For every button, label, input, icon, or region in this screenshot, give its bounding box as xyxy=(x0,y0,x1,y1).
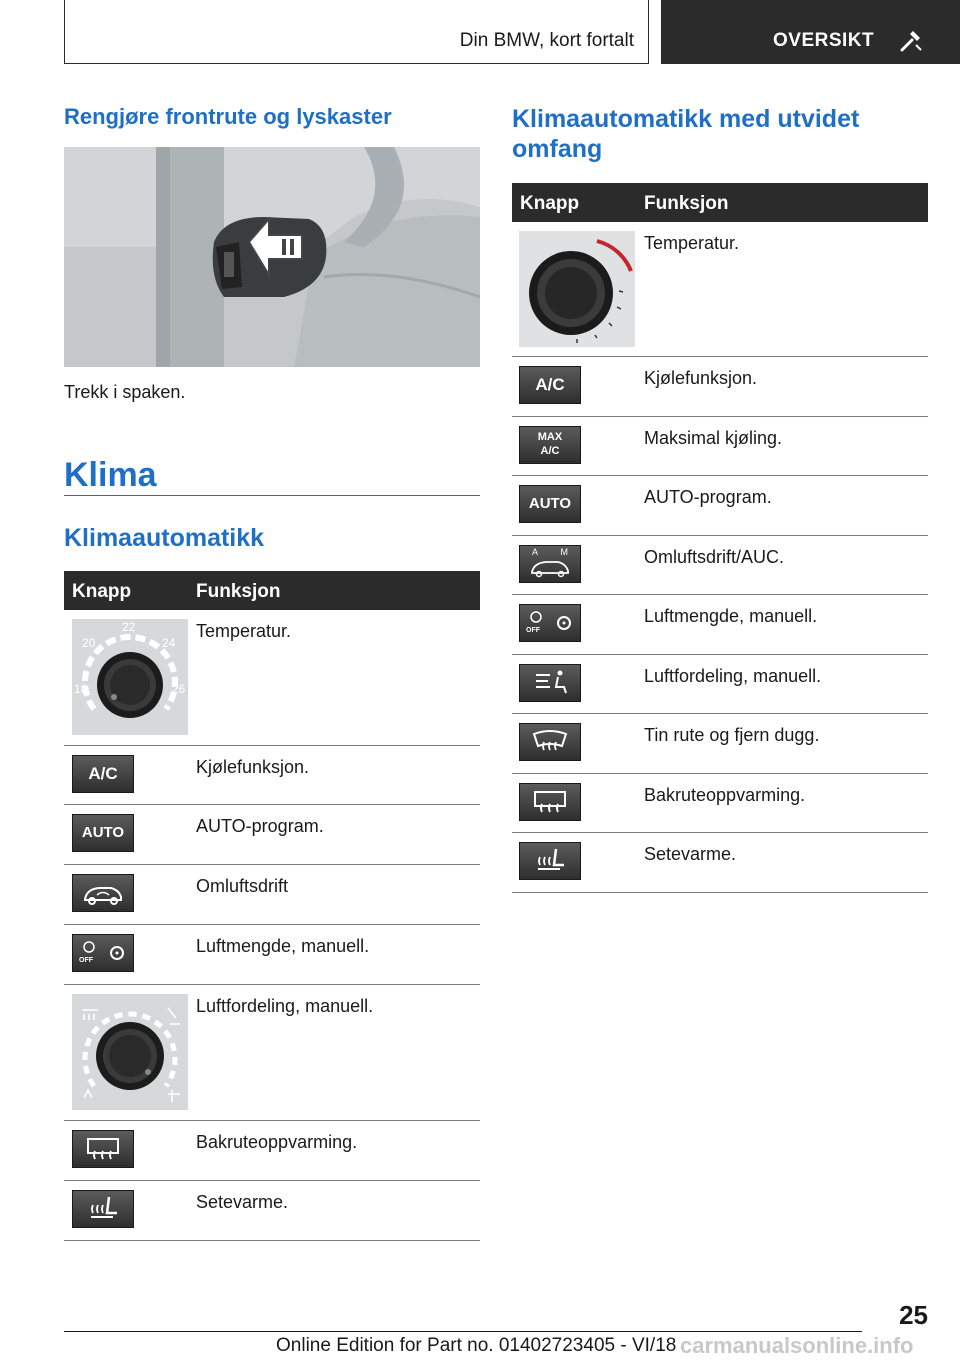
temperature-dial-icon xyxy=(519,231,635,347)
function-text: Omluftsdrift/AUC. xyxy=(644,547,785,567)
function-text: Luftmengde, manuell. xyxy=(644,606,818,626)
table-row xyxy=(64,985,480,1121)
function-text: AUTO-program. xyxy=(196,816,324,836)
function-text: Bakruteoppvarming. xyxy=(644,785,806,805)
table-row xyxy=(512,714,928,774)
table-row xyxy=(512,655,928,714)
ac-button-icon: A/C xyxy=(519,366,581,404)
climate-heading-rule xyxy=(64,495,480,496)
seat-heating-button-icon xyxy=(519,842,581,880)
function-text: AUTO-program. xyxy=(644,487,772,507)
dial-label: 24 xyxy=(162,636,176,650)
function-text: Kjølefunksjon. xyxy=(644,368,758,388)
function-text: Setevarme. xyxy=(644,844,737,864)
table-row xyxy=(512,774,928,833)
front-defrost-button-icon xyxy=(519,723,581,761)
temperature-dial-icon xyxy=(72,619,188,735)
max-ac-button-icon: MAX A/C xyxy=(519,426,581,464)
recirculation-auc-button-icon: A M xyxy=(519,545,581,583)
table-row xyxy=(512,595,928,655)
table-row xyxy=(64,746,480,805)
function-text: Temperatur. xyxy=(644,233,740,253)
tools-icon xyxy=(899,30,923,52)
climate-heading: Klima xyxy=(64,456,157,494)
table-row xyxy=(64,610,480,746)
ac-button-icon: A/C xyxy=(72,755,134,793)
function-text: Luftfordeling, manuell. xyxy=(196,996,374,1016)
page-number: 25 xyxy=(899,1300,928,1330)
col-knapp: Knapp xyxy=(72,581,132,602)
function-text: Bakruteoppvarming. xyxy=(196,1132,358,1152)
fan-button-icon: OFF xyxy=(519,604,581,642)
auto-heading: Klimaautomatikk xyxy=(64,524,265,552)
function-text: Luftfordeling, manuell. xyxy=(644,666,822,686)
recirculation-button-icon xyxy=(72,874,134,912)
function-text: Omluftsdrift xyxy=(196,876,289,896)
table-row xyxy=(64,1121,480,1181)
function-text: Setevarme. xyxy=(196,1192,289,1212)
function-text: Luftmengde, manuell. xyxy=(196,936,370,956)
footer-rule xyxy=(64,1331,862,1332)
dial-label: 20 xyxy=(82,636,96,650)
col-funksjon: Funksjon xyxy=(644,193,729,214)
table-row xyxy=(512,476,928,536)
air-distribution-dial-icon xyxy=(72,994,188,1110)
rear-defrost-button-icon xyxy=(72,1130,134,1168)
table-row xyxy=(512,357,928,417)
wash-caption: Trekk i spaken. xyxy=(64,382,186,402)
dial-label: 22 xyxy=(122,620,136,634)
extended-climate-table xyxy=(512,183,928,893)
table-row xyxy=(64,1181,480,1241)
seat-heating-button-icon xyxy=(72,1190,134,1228)
dial-label: 18 xyxy=(74,682,88,696)
table-row xyxy=(64,925,480,985)
footer-edition: Online Edition for Part no. 01402723405 - VI/18 xyxy=(276,1335,677,1356)
wiper-lever-photo xyxy=(64,147,480,367)
table-row xyxy=(512,536,928,595)
header-chapter-box xyxy=(661,0,960,64)
extended-heading-line1: Klimaautomatikk med utvidet xyxy=(512,105,860,133)
watermark: carmanualsonline.info xyxy=(680,1333,914,1358)
table-row xyxy=(64,805,480,865)
function-text: Maksimal kjøling. xyxy=(644,428,783,448)
fan-button-icon: OFF xyxy=(72,934,134,972)
extended-heading-line2: omfang xyxy=(512,135,603,163)
table-row xyxy=(512,833,928,893)
table-row xyxy=(64,865,480,925)
auto-button-icon: AUTO xyxy=(72,814,134,852)
col-funksjon: Funksjon xyxy=(196,581,281,602)
auto-button-icon: AUTO xyxy=(519,485,581,523)
header-section-title: Din BMW, kort fortalt xyxy=(459,30,634,51)
table-row xyxy=(512,417,928,476)
climate-table xyxy=(64,571,480,1241)
air-distribution-button-icon xyxy=(519,664,581,702)
table-row xyxy=(512,222,928,357)
function-text: Temperatur. xyxy=(196,621,292,641)
function-text: Tin rute og fjern dugg. xyxy=(644,725,820,745)
table-header xyxy=(512,183,928,222)
dial-label: 26 xyxy=(172,682,186,696)
header-chapter-title: OVERSIKT xyxy=(773,30,875,51)
table-header xyxy=(64,571,480,610)
col-knapp: Knapp xyxy=(520,193,580,214)
rear-defrost-button-icon xyxy=(519,783,581,821)
extended-heading xyxy=(512,104,859,164)
header-section-box xyxy=(64,0,649,64)
function-text: Kjølefunksjon. xyxy=(196,757,310,777)
wash-heading: Rengjøre frontrute og lyskaster xyxy=(64,104,392,129)
